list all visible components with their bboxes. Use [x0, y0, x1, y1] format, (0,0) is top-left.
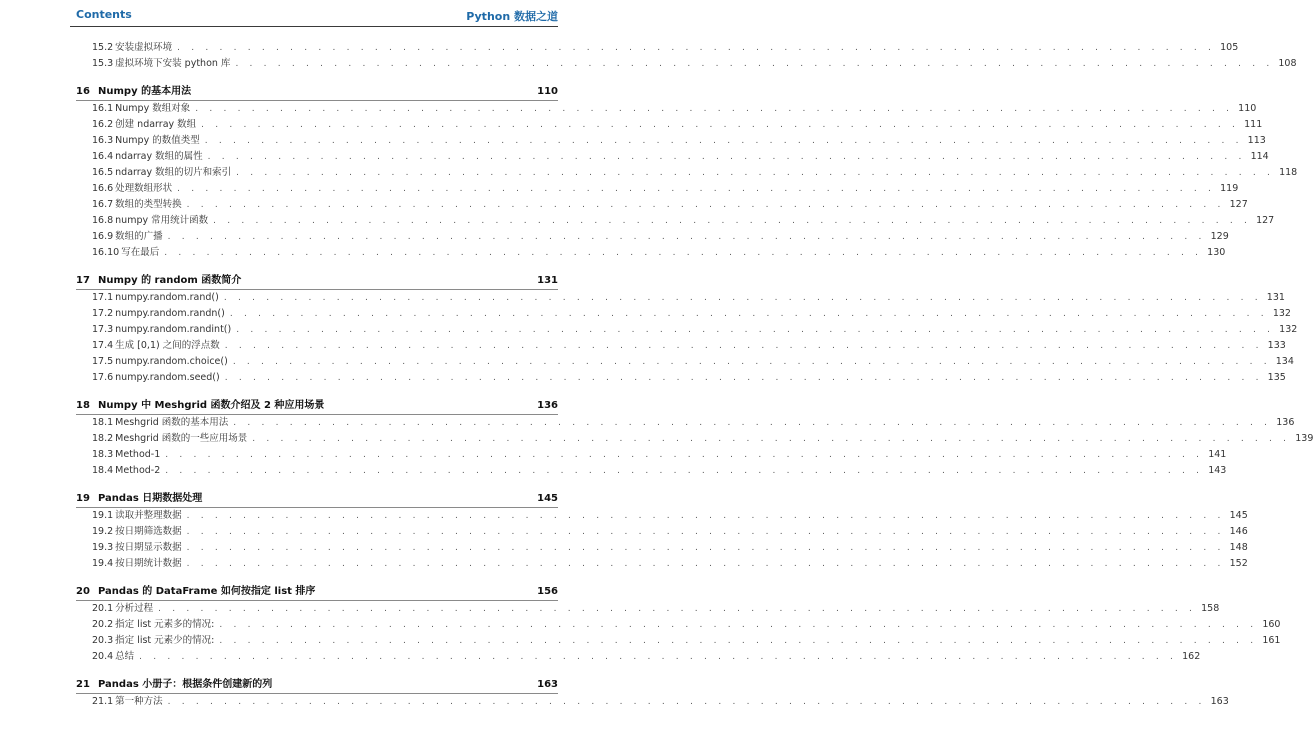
toc-page-number: 110 [537, 86, 558, 97]
toc-chapter-row[interactable] [70, 272, 558, 289]
toc-page-number: 145 [1229, 510, 1248, 521]
toc-title: 数组的广播 [115, 231, 163, 242]
toc-section-row[interactable] [70, 556, 1248, 572]
toc-section-row[interactable] [70, 133, 1266, 149]
toc-number: 20.2 [92, 619, 114, 630]
toc-section-row[interactable] [70, 694, 1229, 710]
toc-chapter-row[interactable] [70, 83, 558, 100]
dot-leader: . . . . . . . . . . . . . . . . . . . . . . . . . . . . . . . . . . . . . . . . . . . . . . . . . . . . . . . . . . . . . . . . . . . . . . . . . . [186, 543, 1225, 553]
toc-number: 19.1 [92, 510, 114, 521]
toc-page-number: 114 [1250, 151, 1269, 162]
table-of-contents [70, 40, 1313, 710]
toc-page-number: 131 [537, 275, 558, 286]
dot-leader: . . . . . . . . . . . . . . . . . . . . . . . . . . . . . . . . . . . . . . . . . . . . . . . . . . . . . . . . . . . . . . . . . . . . . . . . . . [167, 232, 1206, 242]
toc-page-number: 161 [1262, 635, 1281, 646]
toc-page-number: 108 [1278, 58, 1297, 69]
header-book-title: Python 数据之道 [466, 10, 558, 23]
toc-page-number: 119 [1220, 183, 1239, 194]
toc-number: 19 [76, 493, 90, 504]
dot-leader: . . . . . . . . . . . . . . . . . . . . . . . . . . . . . . . . . . . . . . . . . . . . . . . . . . . . . . . . . . . . . . . . . . . . . . . . . . [233, 418, 1272, 428]
toc-section-row[interactable] [70, 633, 1281, 649]
dot-leader: . . . . . . . . . . . . . . . . . . . . . . . . . . . . . . . . . . . . . . . . . . . . . . . . . . . . . . . . . . . . . . . . . . . . . . . . . . [219, 620, 1258, 630]
toc-number: 21.1 [92, 696, 114, 707]
toc-title: Numpy 的数值类型 [115, 135, 200, 146]
toc-chapter-row[interactable] [70, 676, 558, 693]
toc-section-row[interactable] [70, 447, 1227, 463]
toc-page-number: 113 [1247, 135, 1266, 146]
toc-page-number: 141 [1208, 449, 1227, 460]
toc-number: 18.3 [92, 449, 114, 460]
toc-section-row[interactable] [70, 290, 1285, 306]
dot-leader: . . . . . . . . . . . . . . . . . . . . . . . . . . . . . . . . . . . . . . . . . . . . . . . . . . . . . . . . . . . . . . . . . . . . . . . . . . [158, 604, 1197, 614]
toc-title: 第一种方法 [115, 696, 163, 707]
toc-page-number: 152 [1229, 558, 1248, 569]
dot-leader: . . . . . . . . . . . . . . . . . . . . . . . . . . . . . . . . . . . . . . . . . . . . . . . . . . . . . . . . . . . . . . . . . . . . . . . . . . [195, 104, 1234, 114]
toc-page-number: 129 [1210, 231, 1229, 242]
toc-title: 按日期筛选数据 [115, 526, 182, 537]
dot-leader: . . . . . . . . . . . . . . . . . . . . . . . . . . . . . . . . . . . . . . . . . . . . . . . . . . . . . . . . . . . . . . . . . . . . . . . . . . [235, 59, 1274, 69]
toc-section-row[interactable] [70, 431, 1313, 447]
toc-page-number: 110 [1238, 103, 1257, 114]
toc-number: 20 [76, 586, 90, 597]
toc-title: ndarray 数组的切片和索引 [115, 167, 232, 178]
toc-number: 20.1 [92, 603, 114, 614]
toc-page-number: 130 [1207, 247, 1226, 258]
toc-title: 安装虚拟环境 [115, 42, 173, 53]
toc-section-row[interactable] [70, 56, 1297, 72]
dot-leader: . . . . . . . . . . . . . . . . . . . . . . . . . . . . . . . . . . . . . . . . . . . . . . . . . . . . . . . . . . . . . . . . . . . . . . . . . . [236, 168, 1275, 178]
toc-section-row[interactable] [70, 40, 1239, 56]
toc-chapter-row[interactable] [70, 583, 558, 600]
dot-leader: . . . . . . . . . . . . . . . . . . . . . . . . . . . . . . . . . . . . . . . . . . . . . . . . . . . . . . . . . . . . . . . . . . . . . . . . . . [167, 697, 1206, 707]
toc-number: 16 [76, 86, 90, 97]
toc-section-row[interactable] [70, 649, 1201, 665]
dot-leader: . . . . . . . . . . . . . . . . . . . . . . . . . . . . . . . . . . . . . . . . . . . . . . . . . . . . . . . . . . . . . . . . . . . . . . . . . . [229, 309, 1268, 319]
toc-page-number: 160 [1262, 619, 1281, 630]
toc-title: Pandas 的 DataFrame 如何按指定 list 排序 [98, 586, 316, 597]
dot-leader: . . . . . . . . . . . . . . . . . . . . . . . . . . . . . . . . . . . . . . . . . . . . . . . . . . . . . . . . . . . . . . . . . . . . . . . . . . [224, 373, 1263, 383]
toc-title: Numpy 中 Meshgrid 函数介绍及 2 种应用场景 [98, 400, 325, 411]
dot-leader: . . . . . . . . . . . . . . . . . . . . . . . . . . . . . . . . . . . . . . . . . . . . . . . . . . . . . . . . . . . . . . . . . . . . . . . . . . [164, 248, 1203, 258]
toc-number: 16.1 [92, 103, 114, 114]
dot-leader: . . . . . . . . . . . . . . . . . . . . . . . . . . . . . . . . . . . . . . . . . . . . . . . . . . . . . . . . . . . . . . . . . . . . . . . . . . [201, 120, 1240, 130]
dot-leader: . . . . . . . . . . . . . . . . . . . . . . . . . . . . . . . . . . . . . . . . . . . . . . . . . . . . . . . . . . . . . . . . . . . . . . . . . . [232, 357, 1271, 367]
toc-title: 写在最后 [121, 247, 160, 258]
toc-title: numpy.random.seed() [115, 372, 220, 383]
toc-page-number: 132 [1272, 308, 1291, 319]
toc-number: 17.1 [92, 292, 114, 303]
toc-title: Pandas 小册子：根据条件创建新的列 [98, 679, 273, 690]
toc-title: 生成 [0,1) 之间的浮点数 [115, 340, 220, 351]
toc-number: 17.5 [92, 356, 114, 367]
dot-leader: . . . . . . . . . . . . . . . . . . . . . . . . . . . . . . . . . . . . . . . . . . . . . . . . . . . . . . . . . . . . . . . . . . . . . . . . . . [186, 527, 1225, 537]
toc-number: 19.3 [92, 542, 114, 553]
dot-leader: . . . . . . . . . . . . . . . . . . . . . . . . . . . . . . . . . . . . . . . . . . . . . . . . . . . . . . . . . . . . . . . . . . . . . . . . . . [204, 136, 1243, 146]
toc-title: ndarray 数组的属性 [115, 151, 203, 162]
toc-page-number: 145 [537, 493, 558, 504]
toc-title: 读取并整理数据 [115, 510, 182, 521]
dot-leader: . . . . . . . . . . . . . . . . . . . . . . . . . . . . . . . . . . . . . . . . . . . . . . . . . . . . . . . . . . . . . . . . . . . . . . . . . . [186, 511, 1225, 521]
toc-number: 16.7 [92, 199, 114, 210]
toc-number: 15.2 [92, 42, 114, 53]
toc-number: 20.4 [92, 651, 114, 662]
toc-section-row[interactable] [70, 229, 1229, 245]
toc-section-row[interactable] [70, 149, 1269, 165]
dot-leader: . . . . . . . . . . . . . . . . . . . . . . . . . . . . . . . . . . . . . . . . . . . . . . . . . . . . . . . . . . . . . . . . . . . . . . . . . . [186, 200, 1225, 210]
toc-title: Method-2 [115, 465, 161, 476]
toc-title: 总结 [115, 651, 135, 662]
toc-section-row[interactable] [70, 415, 1295, 431]
toc-page-number: 127 [1229, 199, 1248, 210]
toc-page-number: 127 [1256, 215, 1275, 226]
toc-section-row[interactable] [70, 245, 1226, 261]
toc-number: 17.4 [92, 340, 114, 351]
toc-number: 15.3 [92, 58, 114, 69]
toc-number: 20.3 [92, 635, 114, 646]
toc-section-row[interactable] [70, 617, 1281, 633]
toc-section-row[interactable] [70, 213, 1275, 229]
dot-leader: . . . . . . . . . . . . . . . . . . . . . . . . . . . . . . . . . . . . . . . . . . . . . . . . . . . . . . . . . . . . . . . . . . . . . . . . . . [165, 466, 1204, 476]
toc-page-number: 133 [1267, 340, 1286, 351]
toc-page-number: 139 [1295, 433, 1313, 444]
toc-number: 16.6 [92, 183, 114, 194]
toc-chapter-row[interactable] [70, 490, 558, 507]
toc-title: 虚拟环境下安装 python 库 [115, 58, 231, 69]
toc-number: 16.3 [92, 135, 114, 146]
toc-title: numpy.random.randn() [115, 308, 225, 319]
header-contents-label: Contents [76, 8, 132, 21]
toc-page-number: 163 [537, 679, 558, 690]
toc-number: 18.2 [92, 433, 114, 444]
toc-title: numpy.random.randint() [115, 324, 232, 335]
toc-number: 16.8 [92, 215, 114, 226]
toc-page-number: 131 [1266, 292, 1285, 303]
toc-section-row[interactable] [70, 165, 1298, 181]
toc-title: numpy 常用统计函数 [115, 215, 209, 226]
toc-title: Meshgrid 函数的一些应用场景 [115, 433, 248, 444]
toc-title: Numpy 的 random 函数简介 [98, 275, 242, 286]
toc-section-row[interactable] [70, 601, 1220, 617]
toc-page-number: 136 [537, 400, 558, 411]
toc-number: 17.6 [92, 372, 114, 383]
toc-number: 16.5 [92, 167, 114, 178]
dot-leader: . . . . . . . . . . . . . . . . . . . . . . . . . . . . . . . . . . . . . . . . . . . . . . . . . . . . . . . . . . . . . . . . . . . . . . . . . . [224, 341, 1263, 351]
toc-section-row[interactable] [70, 524, 1248, 540]
toc-section-row[interactable] [70, 354, 1294, 370]
toc-page-number: 146 [1229, 526, 1248, 537]
toc-title: 分析过程 [115, 603, 154, 614]
toc-title: Pandas 日期数据处理 [98, 493, 203, 504]
toc-page-number: 118 [1279, 167, 1298, 178]
dot-leader: . . . . . . . . . . . . . . . . . . . . . . . . . . . . . . . . . . . . . . . . . . . . . . . . . . . . . . . . . . . . . . . . . . . . . . . . . . [207, 152, 1246, 162]
toc-title: 指定 list 元素少的情况: [115, 635, 215, 646]
toc-title: 按日期统计数据 [115, 558, 182, 569]
toc-page-number: 105 [1220, 42, 1239, 53]
toc-section-row[interactable] [70, 338, 1286, 354]
toc-section-row[interactable] [70, 463, 1227, 479]
toc-title: Method-1 [115, 449, 161, 460]
toc-page-number: 134 [1275, 356, 1294, 367]
toc-chapter-row[interactable] [70, 397, 558, 414]
toc-number: 17.3 [92, 324, 114, 335]
toc-number: 17 [76, 275, 90, 286]
toc-section-row[interactable] [70, 540, 1248, 556]
toc-number: 16.4 [92, 151, 114, 162]
dot-leader: . . . . . . . . . . . . . . . . . . . . . . . . . . . . . . . . . . . . . . . . . . . . . . . . . . . . . . . . . . . . . . . . . . . . . . . . . . [213, 216, 1252, 226]
toc-title: Numpy 数组对象 [115, 103, 191, 114]
toc-section-row[interactable] [70, 117, 1263, 133]
toc-number: 19.2 [92, 526, 114, 537]
toc-title: Meshgrid 函数的基本用法 [115, 417, 229, 428]
toc-title: 处理数组形状 [115, 183, 173, 194]
toc-page-number: 158 [1201, 603, 1220, 614]
toc-title: Numpy 的基本用法 [98, 86, 192, 97]
toc-page-number: 111 [1244, 119, 1263, 130]
toc-section-row[interactable] [70, 322, 1298, 338]
toc-page-number: 143 [1208, 465, 1227, 476]
dot-leader: . . . . . . . . . . . . . . . . . . . . . . . . . . . . . . . . . . . . . . . . . . . . . . . . . . . . . . . . . . . . . . . . . . . . . . . . . . [252, 434, 1291, 444]
toc-title: 按日期显示数据 [115, 542, 182, 553]
dot-leader: . . . . . . . . . . . . . . . . . . . . . . . . . . . . . . . . . . . . . . . . . . . . . . . . . . . . . . . . . . . . . . . . . . . . . . . . . . [186, 559, 1225, 569]
dot-leader: . . . . . . . . . . . . . . . . . . . . . . . . . . . . . . . . . . . . . . . . . . . . . . . . . . . . . . . . . . . . . . . . . . . . . . . . . . [219, 636, 1258, 646]
toc-number: 16.2 [92, 119, 114, 130]
toc-section-row[interactable] [70, 370, 1286, 386]
toc-number: 16.10 [92, 247, 120, 258]
header-divider [70, 26, 558, 27]
dot-leader: . . . . . . . . . . . . . . . . . . . . . . . . . . . . . . . . . . . . . . . . . . . . . . . . . . . . . . . . . . . . . . . . . . . . . . . . . . [165, 450, 1204, 460]
dot-leader: . . . . . . . . . . . . . . . . . . . . . . . . . . . . . . . . . . . . . . . . . . . . . . . . . . . . . . . . . . . . . . . . . . . . . . . . . . [177, 43, 1216, 53]
dot-leader: . . . . . . . . . . . . . . . . . . . . . . . . . . . . . . . . . . . . . . . . . . . . . . . . . . . . . . . . . . . . . . . . . . . . . . . . . . [236, 325, 1275, 335]
toc-number: 19.4 [92, 558, 114, 569]
dot-leader: . . . . . . . . . . . . . . . . . . . . . . . . . . . . . . . . . . . . . . . . . . . . . . . . . . . . . . . . . . . . . . . . . . . . . . . . . . [177, 184, 1216, 194]
toc-section-row[interactable] [70, 508, 1248, 524]
toc-page-number: 148 [1229, 542, 1248, 553]
toc-title: numpy.random.rand() [115, 292, 219, 303]
toc-number: 18.1 [92, 417, 114, 428]
toc-title: numpy.random.choice() [115, 356, 228, 367]
dot-leader: . . . . . . . . . . . . . . . . . . . . . . . . . . . . . . . . . . . . . . . . . . . . . . . . . . . . . . . . . . . . . . . . . . . . . . . . . . [139, 652, 1178, 662]
page-header [70, 0, 558, 28]
toc-page-number: 163 [1210, 696, 1229, 707]
toc-number: 16.9 [92, 231, 114, 242]
toc-section-row[interactable] [70, 306, 1291, 322]
toc-section-row[interactable] [70, 197, 1248, 213]
toc-number: 18 [76, 400, 90, 411]
toc-page-number: 135 [1267, 372, 1286, 383]
toc-section-row[interactable] [70, 101, 1257, 117]
dot-leader: . . . . . . . . . . . . . . . . . . . . . . . . . . . . . . . . . . . . . . . . . . . . . . . . . . . . . . . . . . . . . . . . . . . . . . . . . . [223, 293, 1262, 303]
toc-page-number: 136 [1276, 417, 1295, 428]
toc-title: 数组的类型转换 [115, 199, 182, 210]
toc-title: 指定 list 元素多的情况: [115, 619, 215, 630]
toc-page-number: 156 [537, 586, 558, 597]
toc-number: 17.2 [92, 308, 114, 319]
toc-section-row[interactable] [70, 181, 1239, 197]
toc-page-number: 132 [1279, 324, 1298, 335]
toc-page-number: 162 [1182, 651, 1201, 662]
toc-number: 18.4 [92, 465, 114, 476]
toc-title: 创建 ndarray 数组 [115, 119, 197, 130]
toc-number: 21 [76, 679, 90, 690]
